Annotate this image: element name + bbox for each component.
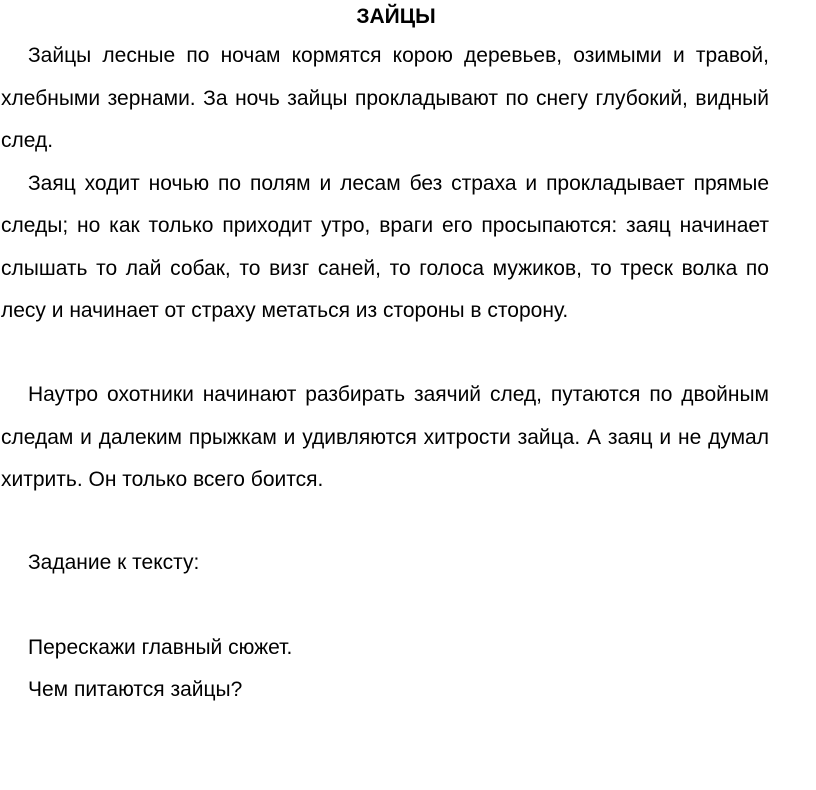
- task-heading: Задание к тексту:: [28, 551, 200, 574]
- task-question-1: Перескажи главный сюжет.: [28, 636, 293, 659]
- document-title: ЗАЙЦЫ: [356, 5, 436, 28]
- paragraph-2: Заяц ходит ночью по полям и лесам без страха и прокладывает прямые следы; но как только приходит утро, враги его просыпаются: заяц начинает слышать то лай собак, то визг саней, то голоса мужиков, то треск волка по лесу и начинает от страху метаться из стороны в сторону.: [1, 171, 769, 322]
- paragraph-3: Наутро охотники начинают разбирать заячий след, путаются по двойным следам и далеким прыжкам и удивляются хитрости зайца. А заяц и не думал хитрить. Он только всего боится.: [1, 383, 769, 491]
- task-question-2: Чем питаются зайцы?: [28, 678, 243, 701]
- paragraph-1: Зайцы лесные по ночам кормятся корою деревьев, озимыми и травой, хлебными зернами. За ночь зайцы прокладывают по снегу глубокий, видный след.: [1, 44, 769, 152]
